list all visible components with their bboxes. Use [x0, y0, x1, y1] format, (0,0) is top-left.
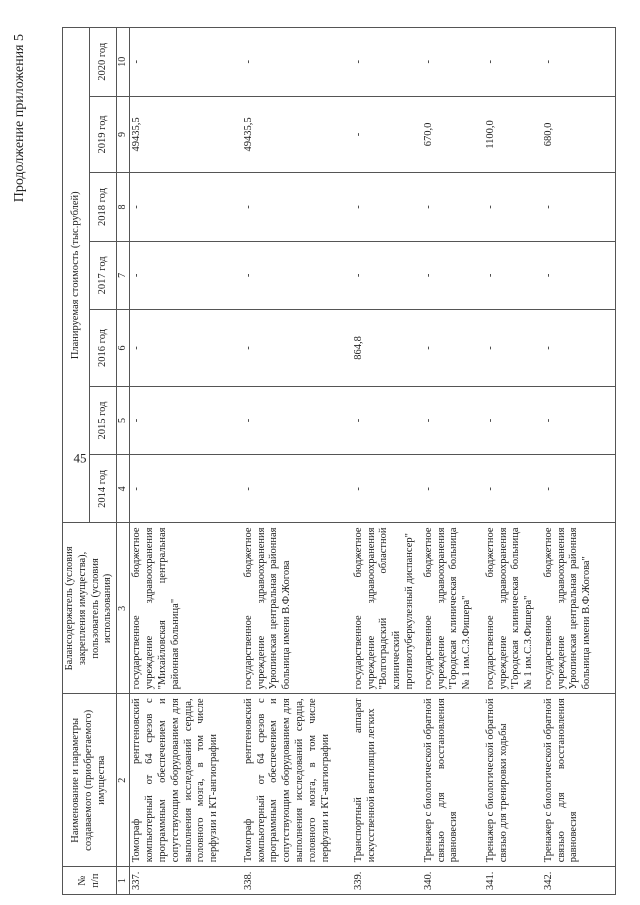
year-cost: -: [484, 386, 542, 454]
item-name: Тренажер с биологической обратной связью для восстановления равновесия: [422, 694, 484, 867]
year-cost: -: [422, 173, 484, 241]
year-cost: -: [130, 173, 242, 241]
column-index: 8: [117, 173, 130, 241]
header-planned: Планируемая стоимость (тыс.рублей): [63, 28, 90, 524]
header-year: 2020 год: [90, 28, 117, 97]
year-cost: -: [352, 28, 422, 97]
year-cost: 864,8: [352, 310, 422, 387]
year-cost: -: [422, 28, 484, 97]
year-cost: -: [422, 455, 484, 523]
column-index: 1: [117, 867, 130, 895]
header-year: 2018 год: [90, 173, 117, 241]
year-cost: -: [130, 241, 242, 309]
year-cost: -: [242, 386, 352, 454]
table-row: [352, 28, 422, 895]
year-cost: -: [242, 455, 352, 523]
header-year: 2014 год: [90, 455, 117, 523]
table-row: [484, 28, 542, 895]
header-year: 2019 год: [90, 96, 117, 173]
year-cost: -: [484, 28, 542, 97]
year-cost: -: [242, 241, 352, 309]
balance-holder: государственное бюджетное учреждение здравоохранения "Волгоградский областной клинический противотуберкулезный диспансер": [352, 523, 422, 694]
year-cost: -: [352, 386, 422, 454]
year-cost: 49435,5: [130, 96, 242, 173]
column-index: 5: [117, 386, 130, 454]
year-cost: -: [542, 386, 616, 454]
item-name: Томограф рентгеновский компьютерный от 64 срезов с программным обеспечением и сопутствующим оборудованием для выполнения исследований сердца, головного мозга, в том числе перфузии и КТ-ангиографии: [130, 694, 242, 867]
year-cost: -: [242, 28, 352, 97]
column-index: 4: [117, 455, 130, 523]
balance-holder: государственное бюджетное учреждение здравоохранения Урюпинская центральная районная больница имени В.Ф.Жогова": [542, 523, 616, 694]
row-number: 338.: [242, 867, 352, 895]
year-cost: -: [242, 310, 352, 387]
year-cost: 680,0: [542, 96, 616, 173]
header-year: 2015 год: [90, 386, 117, 454]
column-index: 2: [117, 694, 130, 867]
continuation-label: Продолжение приложения 5: [12, 34, 27, 203]
year-cost: -: [542, 173, 616, 241]
year-cost: -: [352, 96, 422, 173]
year-cost: -: [422, 310, 484, 387]
row-number: 342.: [542, 867, 616, 895]
item-name: Томограф рентгеновский компьютерный от 64 срезов с программным обеспечением и сопутствующим оборудованием для выполнения исследований сердца, головного мозга, в том числе перфузии и КТ-ангиографии: [242, 694, 352, 867]
column-index: 7: [117, 241, 130, 309]
year-cost: 670,0: [422, 96, 484, 173]
year-cost: -: [484, 455, 542, 523]
column-index: 9: [117, 96, 130, 173]
year-cost: -: [542, 455, 616, 523]
header-year: 2016 год: [90, 310, 117, 387]
item-name: Транспортный аппарат искусственной вентиляции легких: [352, 694, 422, 867]
year-cost: -: [484, 173, 542, 241]
row-number: 339.: [352, 867, 422, 895]
page-number: 45: [73, 450, 87, 466]
column-index: 3: [117, 523, 130, 694]
year-cost: -: [422, 386, 484, 454]
year-cost: 1100,0: [484, 96, 542, 173]
year-cost: -: [484, 241, 542, 309]
year-cost: -: [352, 173, 422, 241]
year-cost: -: [352, 455, 422, 523]
balance-holder: государственное бюджетное учреждение здравоохранения "Городская клиническая больница № 1 им.С.З.Фишера": [484, 523, 542, 694]
header-name: Наименование и параметры создаваемого (приобретаемого) имущества: [63, 694, 117, 867]
table-row: [130, 28, 242, 895]
year-cost: -: [542, 310, 616, 387]
year-cost: -: [242, 173, 352, 241]
header-holder: Балансодержатель (условия закрепления имущества), пользователь (условия использования): [63, 523, 117, 694]
year-cost: -: [542, 241, 616, 309]
header-year: 2017 год: [90, 241, 117, 309]
year-cost: 49435,5: [242, 96, 352, 173]
header-no: № п/п: [63, 867, 117, 895]
table-row: [242, 28, 352, 895]
table-row: [422, 28, 484, 895]
balance-holder: государственное бюджетное учреждение здравоохранения Урюпинская центральная районная больница имени В.Ф.Жогова: [242, 523, 352, 694]
year-cost: -: [130, 455, 242, 523]
year-cost: -: [130, 28, 242, 97]
row-number: 340.: [422, 867, 484, 895]
year-cost: -: [130, 310, 242, 387]
balance-holder: государственное бюджетное учреждение здравоохранения "Городская клиническая больница № 1 им.С.З.Фишера": [422, 523, 484, 694]
balance-holder: государственное бюджетное учреждение здравоохранения "Михайловская центральная районная больница": [130, 523, 242, 694]
item-name: Тренажер с биологической обратной связью для тренировки ходьбы: [484, 694, 542, 867]
year-cost: -: [352, 241, 422, 309]
column-index: 10: [117, 28, 130, 97]
year-cost: -: [542, 28, 616, 97]
year-cost: -: [130, 386, 242, 454]
column-index: 6: [117, 310, 130, 387]
year-cost: -: [422, 241, 484, 309]
row-number: 337.: [130, 867, 242, 895]
property-table: [62, 27, 616, 895]
table-row: [542, 28, 616, 895]
item-name: Тренажер с биологической обратной связью для восстановления равновесия: [542, 694, 616, 867]
row-number: 341.: [484, 867, 542, 895]
year-cost: -: [484, 310, 542, 387]
